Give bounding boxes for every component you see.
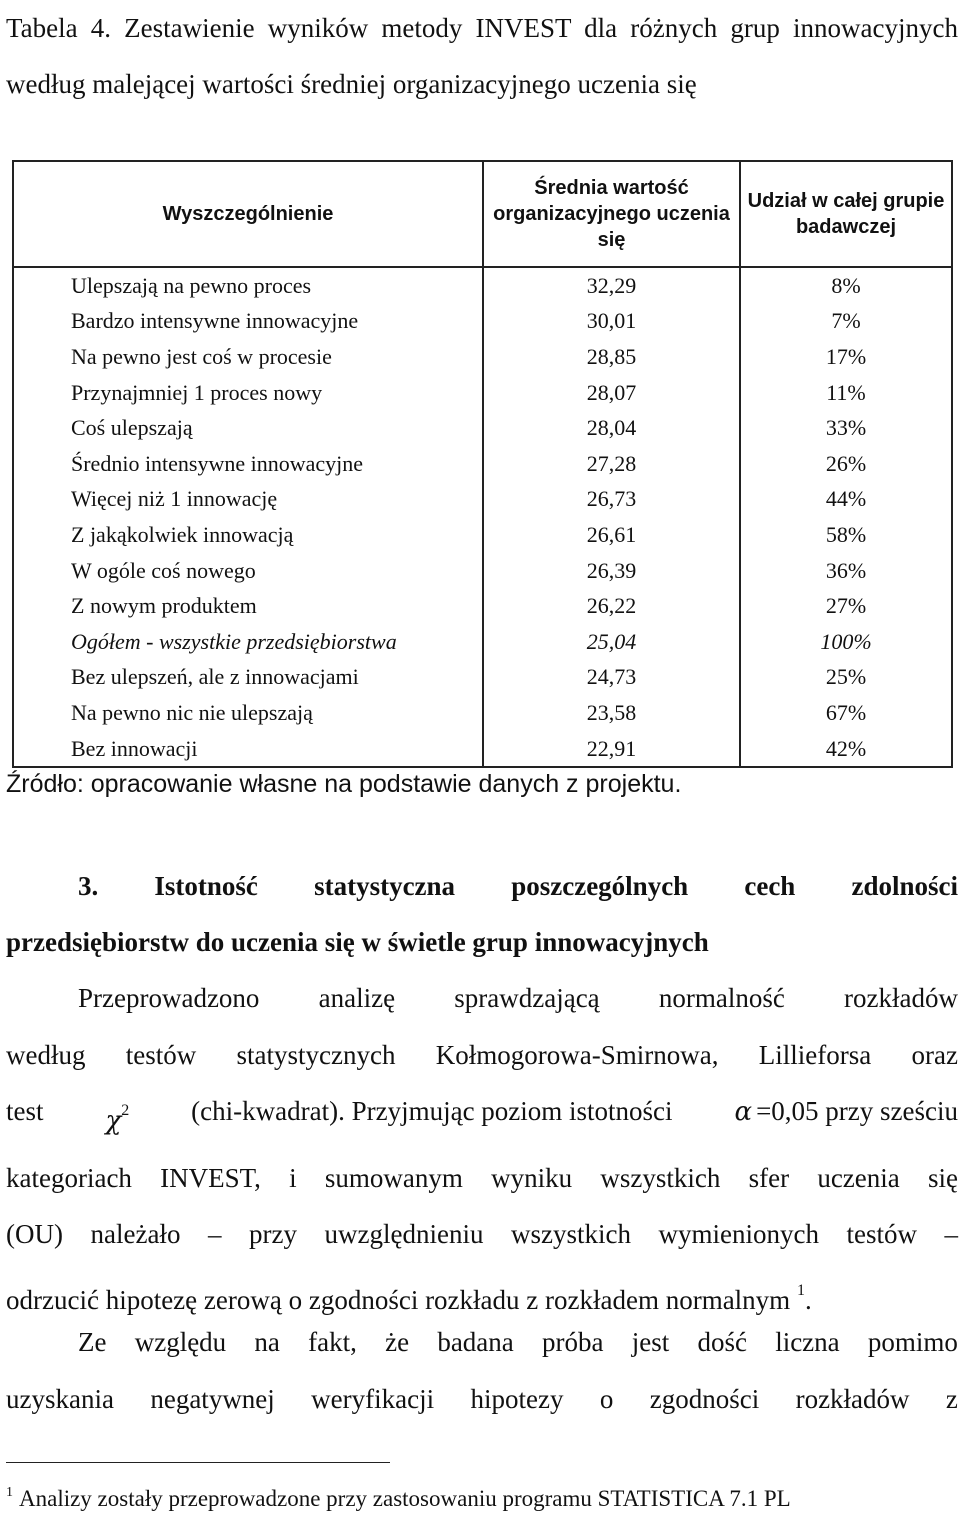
heading-word: cech [744, 871, 796, 901]
row-share: 33% [740, 410, 952, 446]
header-mean-value: Średnia wartość organizacyjnego uczenia się [483, 161, 740, 267]
word: negatywnej [150, 1383, 275, 1414]
row-share: 100% [740, 624, 952, 660]
word: uczenia [817, 1162, 900, 1193]
word: Przeprowadzono [78, 983, 260, 1013]
text-run: . [804, 1284, 812, 1315]
chi-letter: χ [105, 1106, 122, 1136]
table-row [13, 446, 952, 482]
word: rozkładów [795, 1383, 910, 1414]
table-row [13, 517, 952, 553]
row-share: 42% [740, 731, 952, 768]
chi-exponent: 2 [121, 1102, 130, 1119]
section-heading-line-2: przedsiębiorstw do uczenia się w świetle grup innowacyjnych [6, 927, 709, 957]
row-share: 67% [740, 695, 952, 731]
row-label: Więcej niż 1 innowację [13, 482, 483, 518]
word: na [254, 1327, 280, 1357]
word: statystycznych [236, 1039, 396, 1070]
paragraph-line [6, 1083, 958, 1150]
row-label: Bez innowacji [13, 731, 483, 768]
text-run: =0,05 przy sześciu [756, 1096, 958, 1126]
row-mean: 28,04 [483, 410, 740, 446]
paragraph-line [6, 1314, 958, 1371]
word: testów [846, 1219, 917, 1249]
row-label: Bardzo intensywne innowacyjne [13, 304, 483, 340]
section-heading [6, 858, 958, 970]
row-mean: 25,04 [483, 624, 740, 660]
word: rozkładów [844, 983, 958, 1013]
heading-word: statystyczna [314, 871, 456, 901]
word: badana [437, 1327, 514, 1357]
word: się [927, 1162, 958, 1193]
word: pomimo [867, 1327, 958, 1357]
word: fakt, [308, 1327, 357, 1357]
paragraph-2 [6, 1314, 958, 1427]
row-mean: 24,73 [483, 660, 740, 696]
word: testów [125, 1039, 197, 1070]
alpha-symbol: α [734, 1097, 753, 1127]
word: kategoriach [6, 1162, 132, 1193]
paragraph-line [6, 1371, 958, 1428]
table-source-note: Źródło: opracowanie własne na podstawie danych z projektu. [6, 770, 682, 798]
table-row [13, 588, 952, 624]
word: względu [134, 1327, 227, 1357]
row-mean: 26,39 [483, 553, 740, 589]
text-run: (chi-kwadrat). Przyjmując poziom istotności [191, 1096, 673, 1126]
word: wyniku [491, 1162, 573, 1193]
word: wszystkich [510, 1219, 631, 1249]
paragraph-line [6, 970, 958, 1027]
footnote-mark: 1 [6, 1485, 13, 1500]
row-mean: 26,73 [483, 482, 740, 518]
footnote-separator [6, 1462, 390, 1463]
row-share: 11% [740, 375, 952, 411]
row-share: 36% [740, 553, 952, 589]
row-share: 7% [740, 304, 952, 340]
word: – [207, 1219, 222, 1249]
paragraph-line [6, 1027, 958, 1084]
word: o [599, 1383, 614, 1414]
word: że [385, 1327, 410, 1357]
row-label: Z nowym produktem [13, 588, 483, 624]
row-label: Przynajmniej 1 proces nowy [13, 375, 483, 411]
table-row [13, 695, 952, 731]
row-label: Ulepszają na pewno proces [13, 267, 483, 304]
text-run: odrzucić hipotezę zerową o zgodności rozkładu z rozkładem normalnym [6, 1284, 791, 1315]
row-share: 58% [740, 517, 952, 553]
table-row [13, 731, 952, 768]
row-mean: 26,61 [483, 517, 740, 553]
section-heading-line-1 [6, 858, 958, 914]
row-share: 25% [740, 660, 952, 696]
footnote [6, 1476, 958, 1516]
results-table [12, 160, 953, 768]
row-share: 44% [740, 482, 952, 518]
word: Lillieforsa [758, 1039, 872, 1070]
word: uzyskania [6, 1383, 114, 1414]
row-mean: 26,22 [483, 588, 740, 624]
word: analizę [318, 983, 396, 1013]
word: Ze [78, 1327, 107, 1357]
word: normalność [658, 983, 785, 1013]
word: oraz [911, 1039, 958, 1070]
word: uwzględnieniu [324, 1219, 484, 1249]
word: zgodności [649, 1383, 760, 1414]
word: i [289, 1162, 297, 1193]
row-share: 8% [740, 267, 952, 304]
word: należało [90, 1219, 181, 1249]
word: hipotezy [470, 1383, 564, 1414]
word: Kołmogorowa-Smirnowa, [435, 1039, 719, 1070]
row-label: Bez ulepszeń, ale z innowacjami [13, 660, 483, 696]
word: według [6, 1039, 86, 1070]
row-mean: 23,58 [483, 695, 740, 731]
section-number: 3. [78, 871, 99, 901]
row-mean: 27,28 [483, 446, 740, 482]
word: wymienionych [658, 1219, 819, 1249]
word: test [6, 1096, 44, 1126]
footnote-text: Analizy zostały przeprowadzone przy zastosowaniu programu STATISTICA 7.1 PL [19, 1486, 791, 1511]
word: próba [542, 1327, 604, 1357]
row-label: Na pewno jest coś w procesie [13, 339, 483, 375]
table-row [13, 410, 952, 446]
word: – [944, 1219, 958, 1249]
word: INVEST, [160, 1162, 261, 1193]
word: sfer [748, 1162, 790, 1193]
row-share: 27% [740, 588, 952, 624]
row-label: Coś ulepszają [13, 410, 483, 446]
row-mean: 28,85 [483, 339, 740, 375]
row-mean: 32,29 [483, 267, 740, 304]
row-mean: 28,07 [483, 375, 740, 411]
table-row-total [13, 624, 952, 660]
word: przy [248, 1219, 297, 1249]
word: liczna [775, 1327, 840, 1357]
row-label: Średnio intensywne innowacyjne [13, 446, 483, 482]
word: wszystkich [600, 1162, 721, 1193]
paragraph-1 [6, 970, 958, 1328]
table-row [13, 375, 952, 411]
table-row [13, 339, 952, 375]
row-share: 26% [740, 446, 952, 482]
row-label: Z jakąkolwiek innowacją [13, 517, 483, 553]
heading-word: Istotność [154, 871, 258, 901]
footnote-reference[interactable]: 1 [796, 1281, 805, 1299]
word: sumowanym [324, 1162, 463, 1193]
word: weryfikacji [311, 1383, 435, 1414]
row-label: Na pewno nic nie ulepszają [13, 695, 483, 731]
row-mean: 22,91 [483, 731, 740, 768]
table-row [13, 482, 952, 518]
header-description: Wyszczególnienie [13, 161, 483, 267]
word: jest [631, 1327, 670, 1357]
table-caption: Tabela 4. Zestawienie wyników metody INVEST dla różnych grup innowacyjnych według malejącej wartości średniej organizacyjnego uczenia się [6, 13, 958, 99]
paragraph-line [6, 1206, 958, 1263]
word: sprawdzającą [454, 983, 600, 1013]
table-row [13, 267, 952, 304]
chi-square-symbol [105, 1083, 129, 1150]
heading-word: poszczególnych [511, 871, 689, 901]
row-share: 17% [740, 339, 952, 375]
table-row [13, 660, 952, 696]
paragraph-line [6, 1150, 958, 1207]
row-mean: 30,01 [483, 304, 740, 340]
table-row [13, 304, 952, 340]
heading-word: zdolności [851, 871, 958, 901]
word: dość [697, 1327, 747, 1357]
table-header-row [13, 161, 952, 267]
table-row [13, 553, 952, 589]
alpha-equation [735, 1083, 958, 1150]
row-label: Ogółem - wszystkie przedsiębiorstwa [13, 624, 483, 660]
header-share: Udział w całej grupie badawczej [740, 161, 952, 267]
row-label: W ogóle coś nowego [13, 553, 483, 589]
word: (OU) [6, 1219, 63, 1249]
word: z [945, 1383, 958, 1414]
